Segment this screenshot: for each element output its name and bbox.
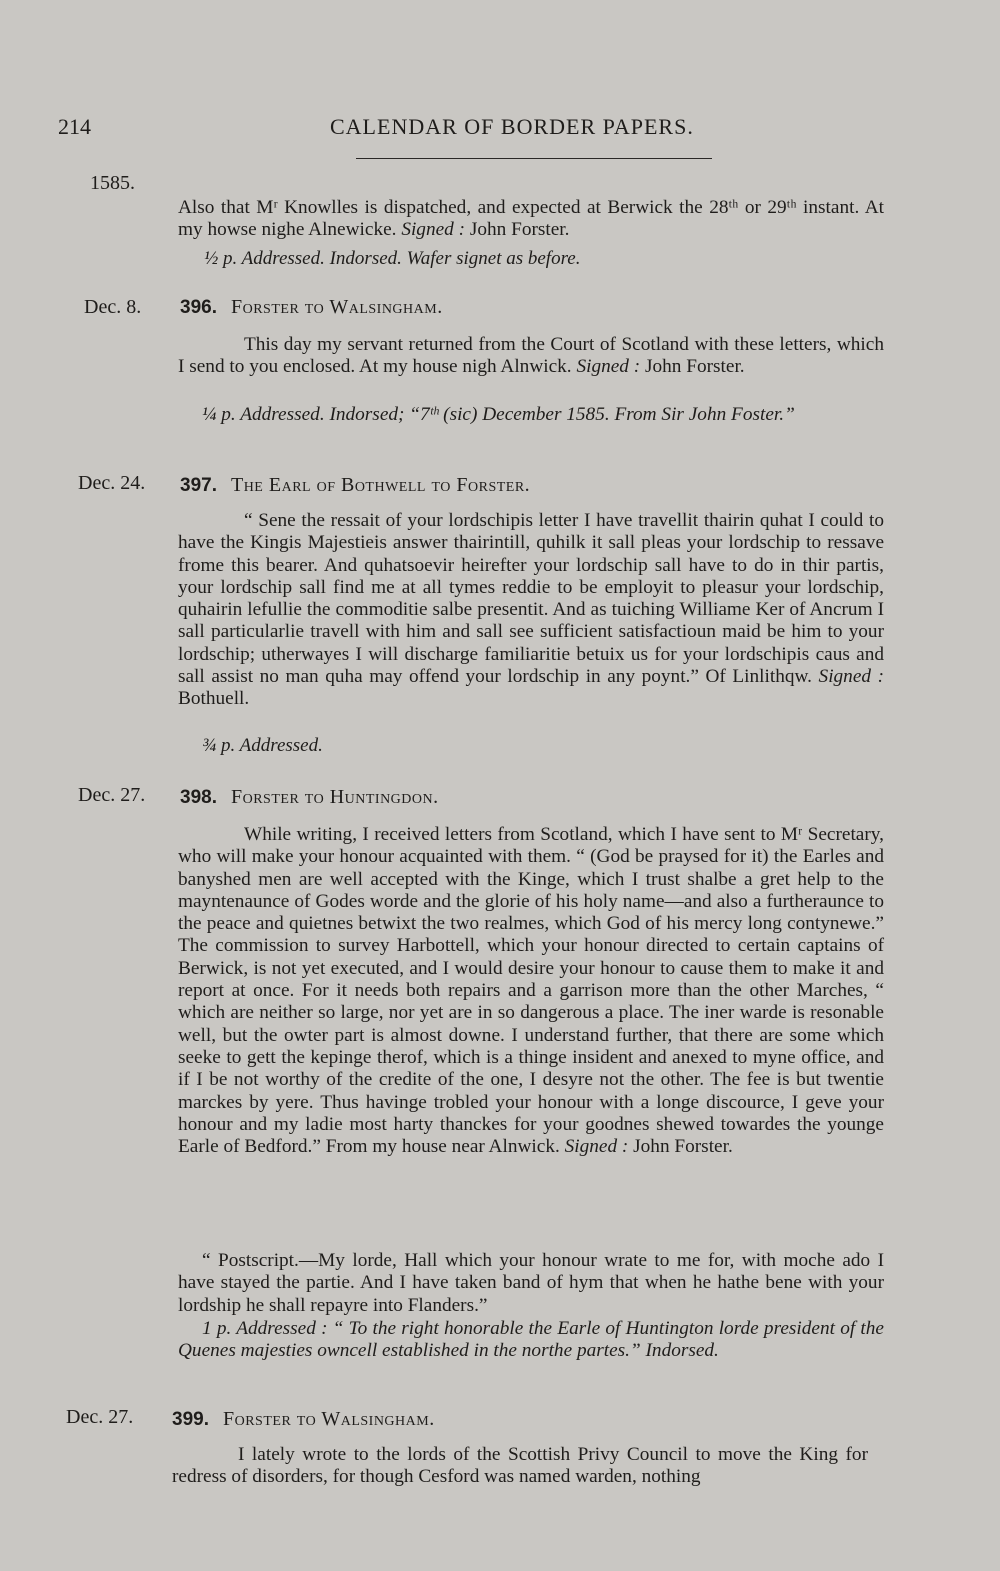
entry-number: 397. <box>180 475 217 496</box>
entry-body-text: “ Sene the ressait of your lordschipis letter I have travellit thairin quhat I could to have the Kingis Majestieis answer thairintill, quhilk it sall pleas your lordschip to ressave frome this bearer. And quhatsoevir heirefter your lordschip sall have to do in thir partis, your lordschip sall find me at all tymes reddie to be employit to pleasur your lordschip, quhairin lefullie the commoditie salbe presentit. And as tuiching Williame Ker of Ancrum I sall particularlie travell with him and sall see sufficient satisfactioun maid be him to your lordschip; utherwayes I will discharge familiaritie betuix us for your lordschipis caus and sall assist no man quha may offend your lordschip in any poynt.” Of Linlithqw. <box>178 510 884 688</box>
entry-note-text: 1 p. Addressed : “ To the right honorable the Earle of Huntington lorde president of the Quenes majesties owncell established in the northe partes.” Indorsed. <box>178 1318 884 1362</box>
signed-name: John Forster. <box>645 356 745 378</box>
entry-body <box>172 1444 868 1489</box>
entry-note: ¾ p. Addressed. <box>202 735 323 756</box>
entry-body <box>178 510 884 711</box>
entry-body <box>178 334 884 379</box>
entry-number: 396. <box>180 297 217 318</box>
entry-body-text: While writing, I received letters from Scotland, which I have sent to Mʳ Secretary, who will make your honour acquainted with them. “ (God be praysed for it) the Earles and banyshed men are well accepted with the Kinge, which I trust shalbe a gret help to the mayntenaunce of Godes worde and the glorie of his holy name—and also a furtheraunce to the peace and quietnes betwixt the two realmes, which God of his mercy long contynewe.” The commission to survey Harbottell, which your honour directed to certain captains of Berwick, is not yet executed, and I would desire your honour to cause them to make it and report at once. For it needs both repairs and a garrison more than the other Marches, “ which are neither so large, nor yet are in so dangerous a place. The iner warde is resonable well, but the owter part is almost downe. I understand further, that there are some which seeke to gett the kepinge therof, which is a thinge insident and anexed to myne office, and if I be not worthy of the credite of the one, I desyre not the other. The fee is but twentie marckes by yere. Thus havinge trobled your honour with a longe discource, I geve your honour and my ladie most harty thanckes for your goodnes shewed towardes the younge Earle of Bedford.” From my house near Alnwick. <box>178 824 884 1158</box>
entry-title: Forster to Walsingham. <box>230 296 443 318</box>
signed-name: John Forster. <box>633 1136 733 1158</box>
entry-heading <box>180 474 530 497</box>
postscript-text: “ Postscript.—My lorde, Hall which your honour wrate to me for, with moche ado I have stayed the partie. And I have taken band of hym that when he hathe bene with your lordship he shall repayre into Flanders.” <box>178 1250 884 1316</box>
entry-date: Dec. 27. <box>78 784 146 806</box>
signed-label: Signed : <box>818 666 884 688</box>
entry-body-text: This day my servant returned from the Court of Scotland with these letters, which I send to you enclosed. At my house nigh Alnwick. <box>178 334 884 378</box>
running-title: CALENDAR OF BORDER PAPERS. <box>330 114 694 139</box>
entry-postscript <box>178 1250 884 1317</box>
signed-label: Signed : <box>564 1136 629 1158</box>
entry-body <box>178 824 884 1158</box>
entry-heading <box>172 1408 435 1431</box>
entry-heading <box>180 296 443 319</box>
signed-name: Bothuell. <box>178 688 250 710</box>
entry-body-text: I lately wrote to the lords of the Scottish Privy Council to move the King for redress of disorders, for though Cesford was named warden, nothing <box>172 1444 868 1488</box>
entry-title: Forster to Walsingham. <box>222 1408 435 1430</box>
entry-title: Forster to Huntingdon. <box>230 786 439 808</box>
entry-note-text: ¼ p. Addressed. Indorsed; “7ᵗʰ (sic) December 1585. From Sir John Foster.” <box>202 404 795 425</box>
entry-date: Dec. 27. <box>66 1406 134 1428</box>
signed-label: Signed : <box>576 356 641 378</box>
continuation-text: Also that Mʳ Knowlles is dispatched, and expected at Berwick the 28ᵗʰ or 29ᵗʰ instant. At my howse nighe Alnewicke. <box>178 197 884 241</box>
page-number: 214 <box>58 114 91 139</box>
signed-name: John Forster. <box>469 219 570 241</box>
entry-date: Dec. 24. <box>78 472 146 494</box>
entry-note <box>178 404 884 426</box>
entry-note <box>178 1318 884 1363</box>
header-rule <box>356 158 712 159</box>
entry-number: 399. <box>172 1409 209 1430</box>
signed-label: Signed : <box>401 219 466 241</box>
entry-date: Dec. 8. <box>84 296 142 318</box>
entry-number: 398. <box>180 787 217 808</box>
entry-heading <box>180 786 439 809</box>
year-marginal: 1585. <box>90 172 135 194</box>
continuation-paragraph <box>178 197 884 242</box>
entry-title: The Earl of Bothwell to Forster. <box>230 474 531 496</box>
continuation-note: ½ p. Addressed. Indorsed. Wafer signet as before. <box>204 248 581 269</box>
